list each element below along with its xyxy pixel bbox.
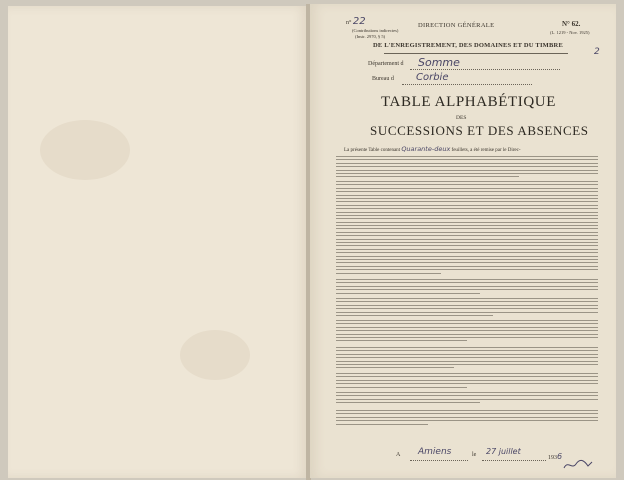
instructions-paragraph-1 — [336, 156, 598, 180]
instructions-paragraph-5 — [336, 320, 598, 344]
instructions-paragraph-3 — [336, 279, 598, 296]
form-subtitle-1: (Contributions indirectes) — [352, 28, 399, 33]
instructions-paragraph-7 — [336, 373, 598, 390]
paper-stain — [40, 120, 130, 180]
form-reference: (L. 1219 - Nov. 1925) — [550, 30, 590, 35]
footer-date-handwritten: 27 juillet — [486, 447, 521, 456]
instructions-paragraph-9 — [336, 410, 598, 427]
instructions-paragraph-2 — [336, 181, 598, 276]
handwritten-number: 2 — [594, 47, 600, 57]
instructions-paragraph-8 — [336, 392, 598, 406]
body-first-line-prefix: La présente Table contenant — [344, 148, 401, 153]
direction-heading: DIRECTION GÉNÉRALE — [418, 22, 495, 29]
bureau-underline — [402, 84, 532, 85]
signature-scribble — [562, 458, 594, 472]
instructions-paragraph-4 — [336, 298, 598, 318]
departement-value: Somme — [418, 56, 460, 69]
bureau-label: Bureau d — [372, 76, 394, 82]
title-line-2: DES — [456, 115, 467, 121]
header-rule — [384, 53, 568, 54]
departement-label: Département d — [368, 61, 404, 67]
form-code: N° 62. — [562, 20, 581, 28]
title-line-1: TABLE ALPHABÉTIQUE — [381, 94, 557, 110]
paper-stain — [180, 330, 250, 380]
footer-place-underline — [410, 460, 468, 461]
footer-year: 193 — [548, 455, 557, 461]
bureau-value: Corbie — [416, 72, 449, 83]
footer-year-handwritten: 6 — [557, 452, 563, 461]
footer-place-handwritten: Amiens — [418, 447, 452, 457]
title-line-3: SUCCESSIONS ET DES ABSENCES — [370, 123, 589, 138]
form-number-handwritten: 22 — [352, 16, 366, 27]
body-sheet-count-handwritten: Quarante-deux — [401, 145, 451, 153]
left-page-blank — [8, 6, 308, 478]
footer-date-prefix: le — [472, 452, 477, 458]
form-number-prefix: n° — [346, 20, 352, 26]
department-heading: DE L'ENREGISTREMENT, DES DOMAINES ET DU TIMBRE — [373, 42, 563, 49]
footer-date-underline — [482, 460, 546, 461]
form-subtitle-2: (Instr. 2970, § 5) — [355, 34, 386, 39]
departement-underline — [410, 69, 560, 70]
body-first-line-suffix: feuillets, a été remise par le Direc- — [451, 148, 521, 153]
instructions-paragraph-6 — [336, 347, 598, 371]
footer-place-prefix: A — [396, 452, 401, 458]
